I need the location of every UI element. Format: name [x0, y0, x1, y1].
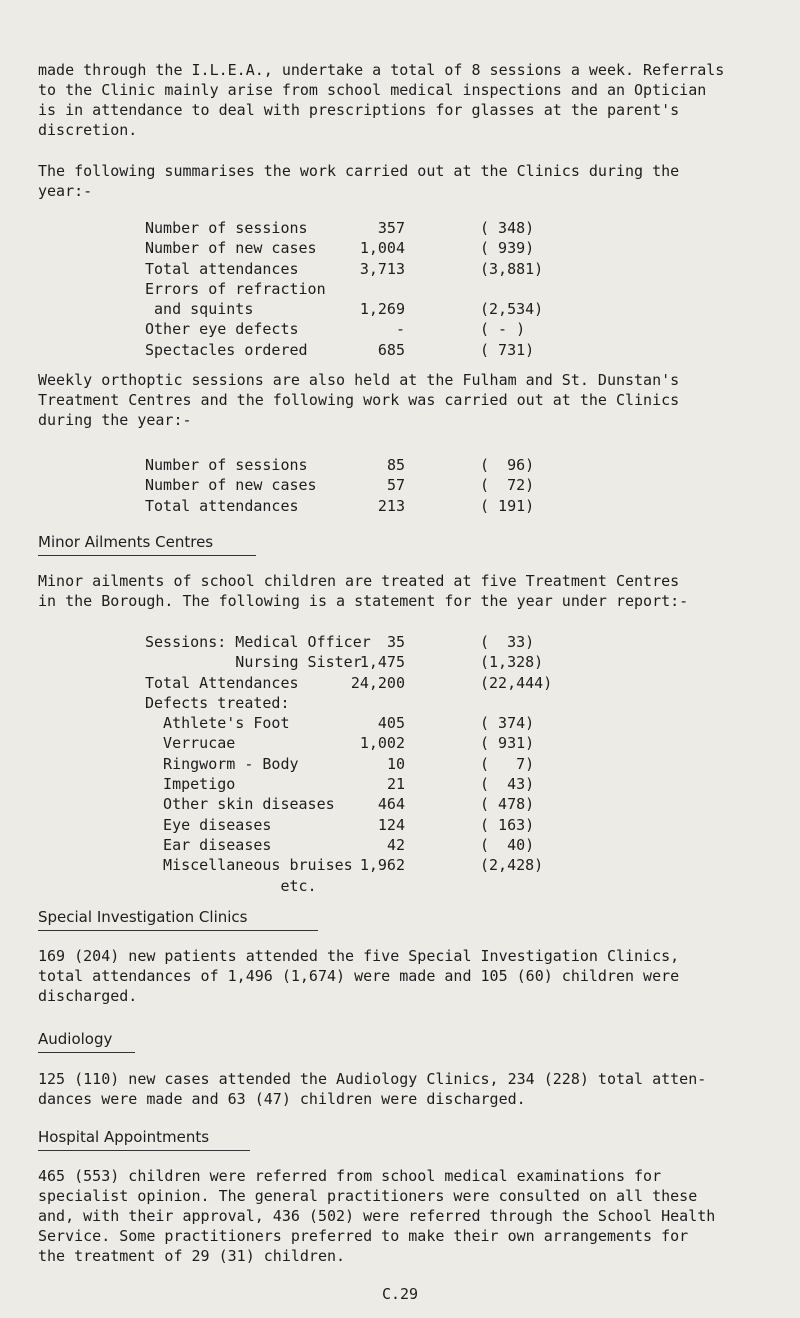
table-row: Nursing Sister 1,475 (1,328) — [145, 653, 544, 672]
table-row: etc. — [145, 876, 317, 895]
heading-underline — [38, 930, 318, 931]
table-row: Verrucae 1,002 ( 931) — [145, 734, 535, 753]
special-investigation-heading: Special Investigation Clinics — [38, 908, 247, 926]
table-row: Number of sessions 85 ( 96) — [145, 456, 535, 474]
orthoptic-table — [145, 455, 645, 516]
minor-ailments-heading: Minor Ailments Centres — [38, 533, 213, 551]
eye-clinic-table — [145, 218, 645, 360]
heading-underline — [38, 1052, 135, 1053]
table-row: and squints 1,269 (2,534) — [145, 300, 544, 319]
hospital-appointments-heading: Hospital Appointments — [38, 1128, 209, 1146]
table-row: Number of sessions 357 ( 348) — [145, 219, 535, 237]
table-row: Total attendances 3,713 (3,881) — [145, 259, 544, 278]
orthoptic-paragraph: Weekly orthoptic sessions are also held at the Fulham and St. Dunstan's Treatment Centres and the following work was carried out at the Clinics during the year:- — [38, 371, 680, 429]
minor-ailments-paragraph: Minor ailments of school children are treated at five Treatment Centres in the Borough. The following is a statement for the year under report:- — [38, 572, 689, 610]
table-row: Athlete's Foot 405 ( 374) — [145, 714, 535, 733]
table-row: Ringworm - Body 10 ( 7) — [145, 754, 535, 773]
table-row: Eye diseases 124 ( 163) — [145, 815, 535, 834]
table-row: Other eye defects - ( - ) — [145, 320, 526, 339]
audiology-heading: Audiology — [38, 1030, 112, 1048]
intro-paragraph: made through the I.L.E.A., undertake a total of 8 sessions a week. Referrals to the Clinic mainly arise from school medical inspections and an Optician is in attendance to deal with prescriptions for glasses at the parent's discretion. — [38, 61, 725, 139]
table-row: Sessions: Medical Officer 35 ( 33) — [145, 633, 535, 651]
table-row: Defects treated: — [145, 693, 290, 712]
table-row: Total Attendances 24,200 (22,444) — [145, 673, 553, 692]
minor-ailments-table — [145, 632, 645, 896]
special-investigation-paragraph: 169 (204) new patients attended the five Special Investigation Clinics, total attendances of 1,496 (1,674) were made and 105 (60) children were discharged. — [38, 947, 680, 1005]
table-row: Miscellaneous bruises 1,962 (2,428) — [145, 856, 544, 875]
hospital-appointments-paragraph: 465 (553) children were referred from school medical examinations for specialist opinion. The general practitioners were consulted on all these and, with their approval, 436 (502) were referred through the School Health Service. Some practitioners preferred to make their own arrangements for the treatment of 29 (31) children. — [38, 1167, 716, 1265]
table-row: Spectacles ordered 685 ( 731) — [145, 340, 535, 359]
audiology-paragraph: 125 (110) new cases attended the Audiology Clinics, 234 (228) total atten- dances were made and 63 (47) children were discharged. — [38, 1070, 707, 1108]
table-row: Impetigo 21 ( 43) — [145, 775, 535, 794]
table-row: Total attendances 213 ( 191) — [145, 496, 535, 515]
table-row: Ear diseases 42 ( 40) — [145, 835, 535, 854]
page-number: C.29 — [381, 1285, 419, 1303]
heading-underline — [38, 555, 256, 556]
table-row: Errors of refraction — [145, 279, 326, 298]
table-row: Number of new cases 57 ( 72) — [145, 476, 535, 495]
heading-underline — [38, 1150, 250, 1151]
table-row: Other skin diseases 464 ( 478) — [145, 795, 535, 814]
table-row: Number of new cases 1,004 ( 939) — [145, 239, 535, 258]
summary-paragraph: The following summarises the work carried out at the Clinics during the year:- — [38, 162, 680, 200]
